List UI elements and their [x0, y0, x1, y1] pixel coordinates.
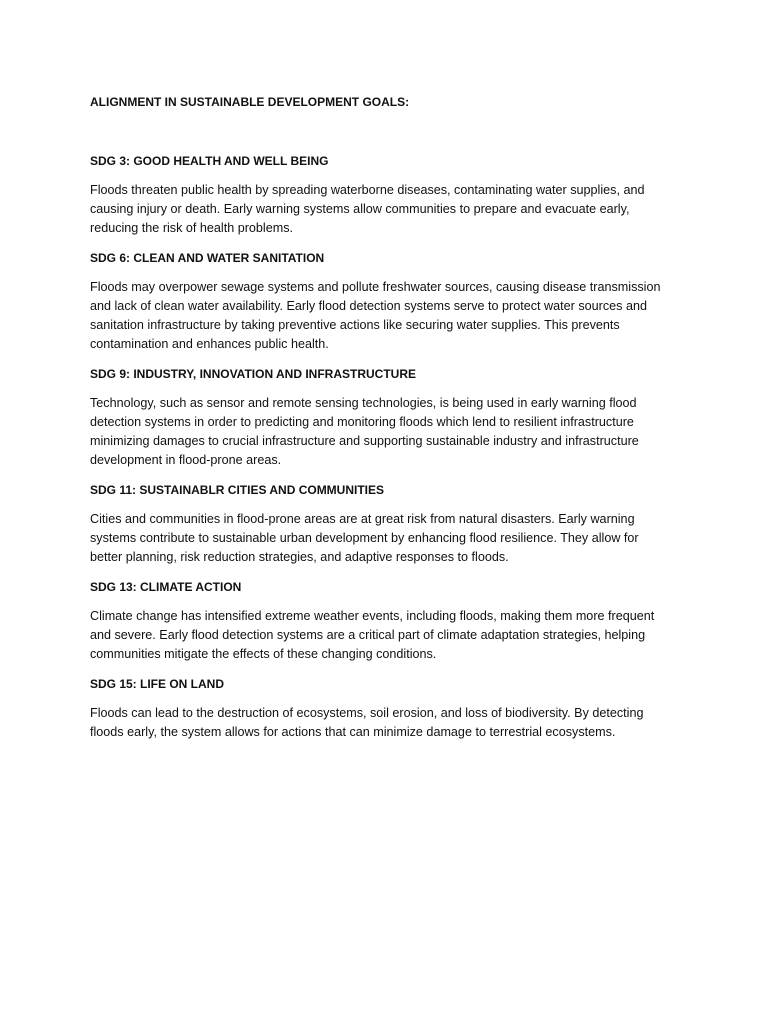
- section-sdg-13: [90, 579, 670, 664]
- section-body: Technology, such as sensor and remote sensing technologies, is being used in early warning flood detection systems in order to predicting and monitoring floods which lend to resilient infrastructure minimizing damages to crucial infrastructure and supporting sustainable industry and infrastructure development in flood-prone areas.: [90, 396, 639, 467]
- document-title: ALIGNMENT IN SUSTAINABLE DEVELOPMENT GOALS:: [90, 95, 410, 109]
- section-heading: SDG 15: LIFE ON LAND: [90, 677, 225, 691]
- section-body: Floods can lead to the destruction of ecosystems, soil erosion, and loss of biodiversity. By detecting floods early, the system allows for actions that can minimize damage to terrestrial ecosystems.: [90, 706, 644, 739]
- section-heading: SDG 9: INDUSTRY, INNOVATION AND INFRASTRUCTURE: [90, 367, 417, 381]
- section-heading: SDG 3: GOOD HEALTH AND WELL BEING: [90, 154, 329, 168]
- section-body: Climate change has intensified extreme weather events, including floods, making them more frequent and severe. Early flood detection systems are a critical part of climate adaptation strategies, helping communities mitigate the effects of these changing conditions.: [90, 609, 655, 661]
- section-sdg-3: [90, 153, 670, 238]
- section-sdg-6: [90, 250, 670, 354]
- section-heading: SDG 11: SUSTAINABLR CITIES AND COMMUNITIES: [90, 483, 385, 497]
- section-body: Floods threaten public health by spreading waterborne diseases, contaminating water supplies, and causing injury or death. Early warning systems allow communities to prepare and evacuate early, reducing the risk of health problems.: [90, 183, 645, 235]
- section-body: Floods may overpower sewage systems and pollute freshwater sources, causing disease transmission and lack of clean water availability. Early flood detection systems serve to protect water sources and sanitation infrastructure by taking preventive actions like securing water supplies. This prevents contamination and enhances public health.: [90, 280, 661, 351]
- section-sdg-15: [90, 676, 670, 742]
- document-page: [90, 94, 670, 754]
- section-body: Cities and communities in flood-prone areas are at great risk from natural disasters. Early warning systems contribute to sustainable urban development by enhancing flood resilience. They allow for better planning, risk reduction strategies, and adaptive responses to floods.: [90, 512, 639, 564]
- section-sdg-11: [90, 482, 670, 567]
- section-sdg-9: [90, 366, 670, 470]
- section-heading: SDG 13: CLIMATE ACTION: [90, 580, 242, 594]
- section-heading: SDG 6: CLEAN AND WATER SANITATION: [90, 251, 325, 265]
